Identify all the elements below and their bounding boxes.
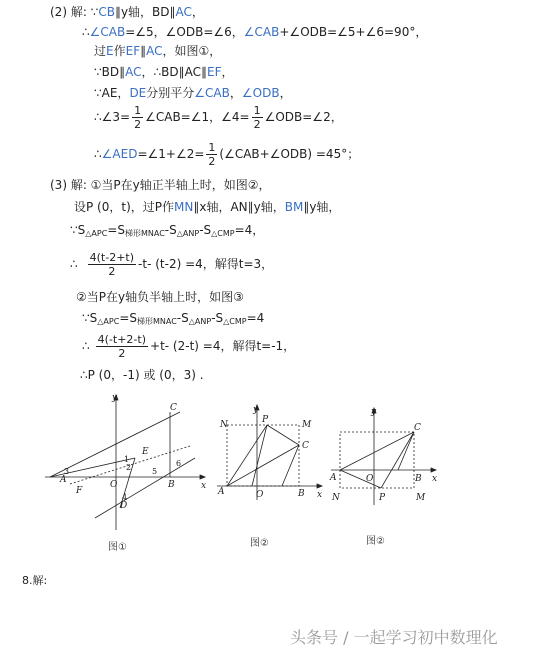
fraction <box>206 141 217 168</box>
text: ∠CAB <box>243 25 280 39</box>
subscript: △ANP <box>176 229 200 238</box>
f1-label-f: F <box>76 486 83 496</box>
text: =4 <box>246 311 265 325</box>
denominator: 2 <box>108 265 116 278</box>
text: (2) 解: ∵ <box>50 5 99 19</box>
numerator: 1 <box>253 104 261 117</box>
text: ∴∠3= <box>94 110 131 124</box>
text: ∠CAB=∠1，∠4= <box>145 110 250 124</box>
text: 作 <box>113 44 126 58</box>
numerator: 1 <box>208 141 216 154</box>
p3-line3 <box>70 223 264 241</box>
f3-label-p: P <box>379 493 386 503</box>
text: ∠CAB <box>89 25 126 39</box>
f2-line-ac <box>227 445 299 486</box>
f2-line-cb <box>282 445 299 486</box>
f3-label-x: x <box>432 474 438 484</box>
text: ∥y轴，BD∥ <box>114 5 176 19</box>
f2-label-a: A <box>218 487 225 497</box>
f3-label-b: B <box>415 474 422 484</box>
f2-label-o: O <box>256 490 264 500</box>
text: ，如图①， <box>162 44 222 58</box>
text: +∠ODB=∠5+∠6=90°， <box>279 25 428 39</box>
f3-label-m: M <box>416 493 426 503</box>
figure-1-caption: 图① <box>108 542 127 553</box>
numerator: 4(-t+2-t) <box>97 333 147 346</box>
text: ∵S <box>82 311 98 325</box>
text: ， <box>191 5 204 19</box>
text: ∠CAB <box>194 86 230 100</box>
text: ∴P (0，-1) 或 (0，3) . <box>80 368 204 382</box>
text: ∵AE， <box>94 86 130 100</box>
text: -S <box>176 311 189 325</box>
text: 设P (0，t)，过P作 <box>74 200 174 214</box>
text: (∠CAB+∠ODB) =45°； <box>219 147 360 161</box>
text: ， <box>229 86 242 100</box>
denominator: 2 <box>253 118 261 131</box>
f2-label-m: M <box>302 420 312 430</box>
f1-label-o: O <box>110 480 118 490</box>
subscript: 梯形MNAC <box>124 229 165 238</box>
p2-line2 <box>82 25 427 40</box>
f3-line-ap <box>340 470 381 488</box>
text: -t- (t-2) =4，解得t=3， <box>138 257 274 271</box>
f1-label-d: D <box>120 501 128 511</box>
fraction <box>88 251 136 278</box>
question-8-label: 8.解: <box>22 574 48 587</box>
text: =∠1+∠2= <box>137 147 205 161</box>
p2-line4 <box>94 65 234 80</box>
f3-label-n: N <box>332 493 340 503</box>
f1-label-b: B <box>168 480 175 490</box>
f3-label-y: y <box>371 407 377 417</box>
f3-rect-mnac <box>340 432 414 488</box>
p3-line6 <box>82 311 264 329</box>
text: -S <box>199 223 212 237</box>
f3-label-a: A <box>330 473 337 483</box>
p3-line4 <box>70 248 273 280</box>
denominator: 2 <box>134 118 142 131</box>
f1-label-1: 1 <box>124 455 130 464</box>
text: ∥ <box>140 44 147 58</box>
text: (3) 解: ①当P在y轴正半轴上时，如图②， <box>50 178 271 192</box>
denominator: 2 <box>118 347 126 360</box>
figure-2-caption: 图② <box>250 538 269 549</box>
p3-line5 <box>76 290 244 305</box>
text: 分别平分 <box>146 86 195 100</box>
f2-label-b: B <box>298 489 305 499</box>
text: 过 <box>94 44 107 58</box>
f1-label-6: 6 <box>176 459 182 468</box>
text: ∵BD∥ <box>94 65 126 79</box>
text: ∴ <box>70 257 78 271</box>
f1-label-4: 4 <box>122 493 128 502</box>
text: AC <box>175 5 192 19</box>
text: +t- (2-t) =4，解得t=-1， <box>150 339 296 353</box>
text: MN <box>174 200 194 214</box>
text: -S <box>211 311 224 325</box>
text: ∴ <box>82 25 90 39</box>
f1-label-x: x <box>201 481 207 491</box>
text: ∥x轴，AN∥y轴， <box>193 200 285 214</box>
text: =S <box>119 311 137 325</box>
f1-label-a: A <box>60 475 67 485</box>
f2-line-po <box>252 425 267 486</box>
f2-label-c: C <box>302 441 309 451</box>
subscript: △APC <box>85 229 108 238</box>
p3-line2 <box>74 200 340 215</box>
f3-line-cb <box>398 432 414 470</box>
text: =S <box>107 223 125 237</box>
f2-x-arrow <box>317 484 322 488</box>
f2-label-x: x <box>317 490 323 500</box>
figure-3 <box>326 400 441 510</box>
subscript: △APC <box>97 317 120 326</box>
f3-label-o: O <box>366 474 374 484</box>
fraction <box>96 333 148 360</box>
text: AC <box>146 44 163 58</box>
f1-label-y: y <box>112 393 118 403</box>
p2-line3 <box>94 44 221 59</box>
f2-rect-mnac <box>227 425 299 486</box>
f1-label-e: E <box>142 447 149 457</box>
f2-label-n: N <box>220 420 228 430</box>
p2-line7 <box>94 140 359 168</box>
text: ∠ODB <box>241 86 280 100</box>
fraction <box>132 104 143 131</box>
f1-line-ac <box>50 412 180 477</box>
f1-label-2: 2 <box>126 463 132 472</box>
text: =∠5，∠ODB=∠6， <box>125 25 244 39</box>
f2-label-p: P <box>262 415 269 425</box>
f3-label-c: C <box>414 423 421 433</box>
figure-3-caption: 图② <box>366 536 385 547</box>
text: ∠AED <box>101 147 138 161</box>
text: AC <box>125 65 142 79</box>
p2-line5 <box>94 86 292 101</box>
subscript: △CMP <box>223 317 247 326</box>
subscript: 梯形MNAC <box>136 317 177 326</box>
f1-label-c: C <box>170 403 177 413</box>
p2-line1 <box>50 5 204 20</box>
text: ∥y轴， <box>303 200 341 214</box>
text: ∴ <box>94 147 102 161</box>
figure-2 <box>212 400 327 510</box>
fraction <box>252 104 263 131</box>
p3-line8 <box>80 368 204 383</box>
numerator: 1 <box>134 104 142 117</box>
text: BM <box>284 200 304 214</box>
f1-x-arrow <box>200 475 205 479</box>
text: EF <box>125 44 141 58</box>
text: ，∴BD∥AC∥ <box>141 65 207 79</box>
f3-x-arrow <box>431 468 436 472</box>
numerator: 4(t-2+t) <box>89 251 135 264</box>
subscript: △CMP <box>211 229 235 238</box>
text: ， <box>279 86 292 100</box>
p2-line6 <box>94 103 343 131</box>
f2-line-ap <box>227 425 267 486</box>
text: ∵S <box>70 223 86 237</box>
f1-label-5: 5 <box>152 467 158 476</box>
p3-line1 <box>50 178 271 193</box>
f2-line-pc <box>267 425 299 445</box>
subscript: △ANP <box>188 317 212 326</box>
text: E <box>106 44 114 58</box>
text: ∴ <box>82 339 90 353</box>
text: ②当P在y轴负半轴上时，如图③ <box>76 290 244 304</box>
watermark-text: 头条号 / 一起学习初中数理化 <box>290 628 498 647</box>
text: =4， <box>234 223 265 237</box>
text: DE <box>129 86 147 100</box>
figure-1 <box>40 390 210 535</box>
text: ∠ODB=∠2， <box>264 110 343 124</box>
text: -S <box>164 223 177 237</box>
text: ， <box>221 65 234 79</box>
f1-label-3: 3 <box>64 467 70 476</box>
text: CB <box>98 5 115 19</box>
denominator: 2 <box>208 155 216 168</box>
p3-line7 <box>82 330 295 362</box>
text: EF <box>207 65 222 79</box>
f2-label-y: y <box>253 405 259 415</box>
